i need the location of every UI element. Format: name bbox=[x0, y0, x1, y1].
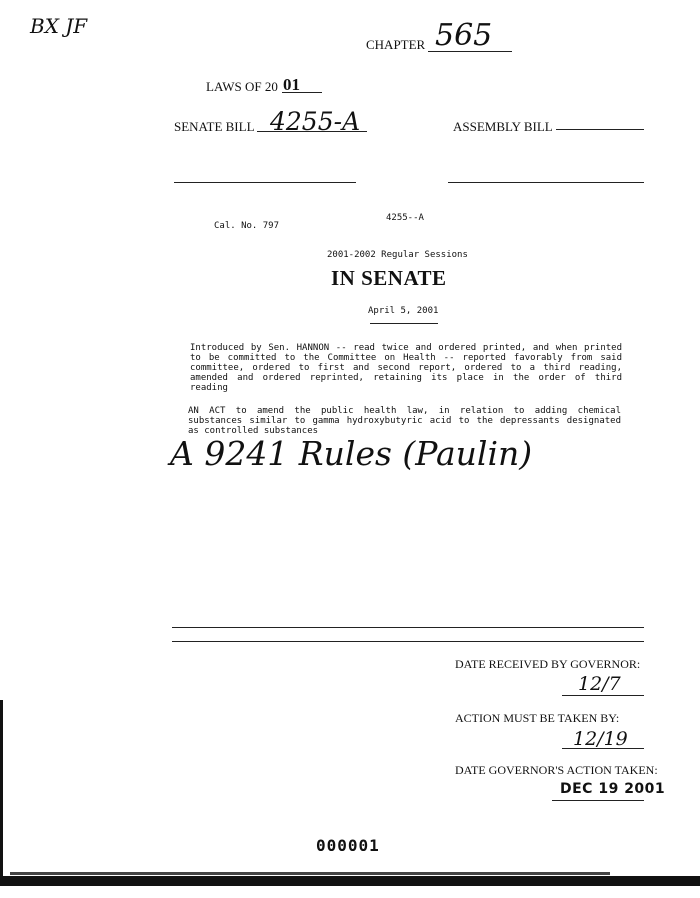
senate-bill-underline bbox=[257, 131, 367, 132]
separator-lower-2 bbox=[172, 641, 644, 642]
date-received-value: 12/7 bbox=[578, 673, 621, 695]
page-number: 000001 bbox=[316, 836, 380, 855]
action-taken-label: DATE GOVERNOR'S ACTION TAKEN: bbox=[455, 763, 658, 777]
chapter-number: 565 bbox=[435, 18, 493, 53]
senate-bill-label: SENATE BILL bbox=[174, 119, 255, 134]
action-by-value: 12/19 bbox=[573, 728, 628, 750]
bill-number-header: 4255--A bbox=[386, 213, 424, 223]
separator-right bbox=[448, 182, 644, 183]
corner-handwritten-mark: BX JF bbox=[30, 14, 88, 38]
date-received-underline bbox=[562, 695, 644, 696]
chamber-title: IN SENATE bbox=[331, 266, 447, 290]
laws-underline bbox=[282, 92, 322, 93]
assembly-bill-underline bbox=[556, 129, 644, 130]
assembly-bill-label: ASSEMBLY BILL bbox=[453, 119, 553, 134]
session-label: 2001-2002 Regular Sessions bbox=[327, 250, 468, 260]
laws-label: LAWS OF 20 bbox=[206, 79, 278, 94]
action-by-label: ACTION MUST BE TAKEN BY: bbox=[455, 711, 620, 725]
separator-left bbox=[174, 182, 356, 183]
act-title: AN ACT to amend the public health law, in relation to adding chemical substances similar to gamma hydroxybutyric acid to the depressants designated as controlled substances bbox=[188, 406, 621, 436]
scan-edge-bottom bbox=[0, 876, 700, 886]
action-taken-underline bbox=[552, 800, 644, 801]
action-by-underline bbox=[562, 748, 644, 749]
action-taken-stamp: DEC 19 2001 bbox=[560, 781, 666, 797]
scan-edge-left bbox=[0, 700, 3, 880]
senate-bill-number: 4255-A bbox=[270, 107, 361, 136]
introduction-text: Introduced by Sen. HANNON -- read twice and ordered printed, and when printed to be committed to the Committee on Health -- reported favorably from said committee, ordered to first and second report, ordered to a third reading, amended and ordered reprinted, retaining its place in the order of third reading bbox=[190, 343, 622, 393]
laws-year: 01 bbox=[283, 75, 300, 94]
date-received-label: DATE RECEIVED BY GOVERNOR: bbox=[455, 657, 641, 671]
date-rule bbox=[370, 323, 438, 324]
chapter-label: CHAPTER bbox=[366, 37, 426, 52]
separator-lower-1 bbox=[172, 627, 644, 628]
calendar-number: Cal. No. 797 bbox=[214, 221, 280, 231]
scan-edge-bottom-thin bbox=[10, 872, 610, 875]
introduction-date: April 5, 2001 bbox=[368, 306, 439, 316]
handwritten-annotation: A 9241 Rules (Paulin) bbox=[170, 434, 533, 473]
